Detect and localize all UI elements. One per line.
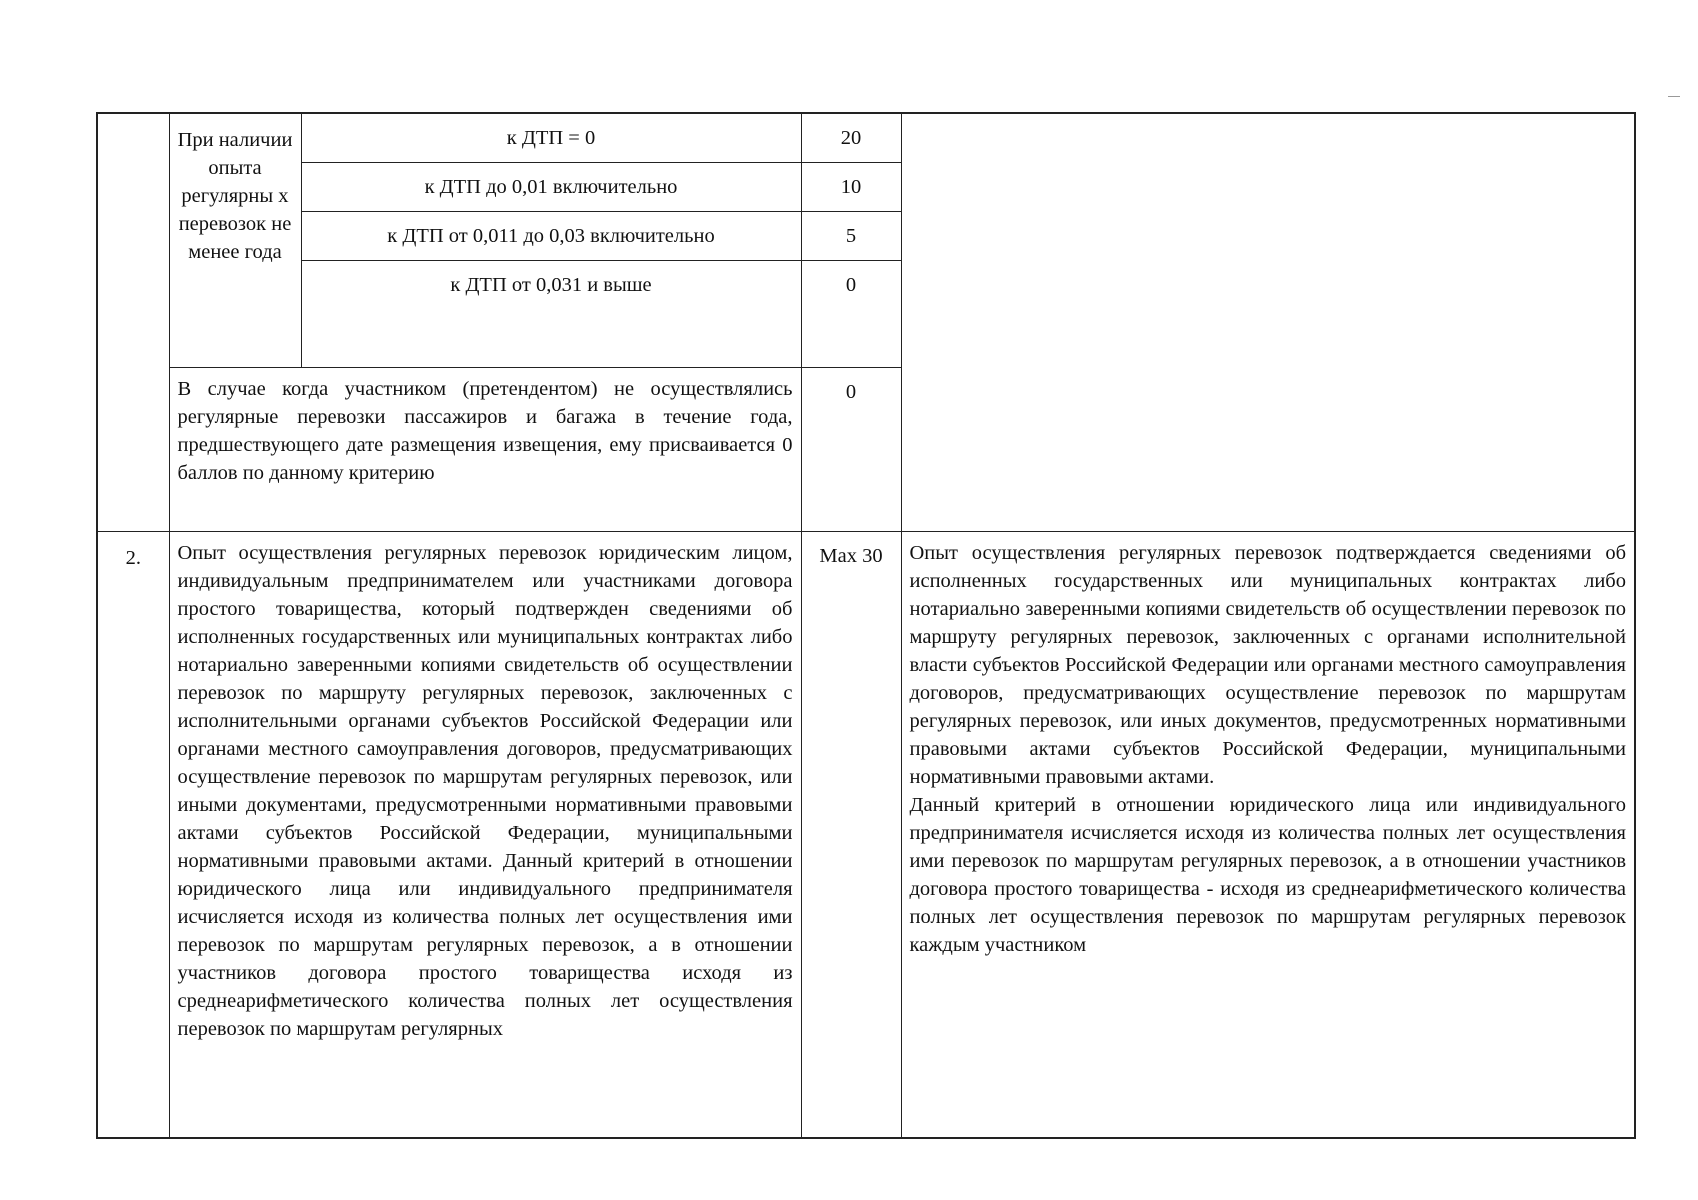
- criterion-label: к ДТП от 0,011 до 0,03 включительно: [301, 211, 801, 260]
- confirmation-cell: [901, 531, 1635, 1138]
- criterion-points: 20: [801, 113, 901, 162]
- criterion-description: Опыт осуществления регулярных перевозок юридическим лицом, индивидуальным предпринимателем или участниками договора простого товарищества, который подтвержден сведениями об исполненных государственных или муниципальных контрактах либо нотариально заверенными копиями свидетельств об осуществлении перевозок по маршруту регулярных перевозок, заключенных с исполнительными органами субъектов Российской Федерации или органами местного самоуправления договоров, предусматривающих осуществление перевозок по маршрутам регулярных перевозок, или иными документами, предусмотренными нормативными правовыми актами субъектов Российской Федерации, муниципальными нормативными правовыми актами. Данный критерий в отношении юридического лица или индивидуального предпринимателя исчисляется исходя из количества полных лет осуществления ими перевозок по маршрутам регулярных перевозок, а в отношении участников договора простого товарищества исходя из среднеарифметического количества полных лет осуществления перевозок по маршрутам регулярных: [169, 531, 801, 1138]
- condition-label: При наличии опыта регулярны х перевозок не менее года: [169, 113, 301, 367]
- scan-mark: [1668, 96, 1680, 97]
- no-experience-points: 0: [801, 367, 901, 531]
- max-points: Max 30: [801, 531, 901, 1138]
- row-number-cell: 2.: [97, 531, 169, 1138]
- criterion-points: 5: [801, 211, 901, 260]
- confirmation-paragraph: Опыт осуществления регулярных перевозок подтверждается сведениями об исполненных государственных или муниципальных контрактах либо нотариально заверенными копиями свидетельств об осуществлении перевозок по маршруту регулярных перевозок, заключенных с органами исполнительной власти субъектов Российской Федерации или органами местного самоуправления договоров, предусматривающих осуществление перевозок по маршрутам регулярных перевозок, или иных документов, предусмотренных нормативными правовыми актами субъектов Российской Федерации, муниципальными нормативными правовыми актами.: [909, 541, 1626, 788]
- confirmation-cell: [901, 113, 1635, 531]
- table-row: [97, 531, 1635, 1138]
- criterion-points: 10: [801, 162, 901, 211]
- criterion-points: 0: [801, 260, 901, 367]
- confirmation-paragraph: Данный критерий в отношении юридического лица или индивидуального предпринимателя исчисляется исходя из количества полных лет осуществления ими перевозок по маршрутам регулярных перевозок, а в отношении участников договора простого товарищества - исходя из среднеарифметического количества полных лет осуществления перевозок по маршрутам регулярных перевозок каждым участником: [909, 793, 1626, 956]
- table-row: [97, 113, 1635, 162]
- criteria-table: [96, 112, 1636, 1139]
- criterion-label: к ДТП до 0,01 включительно: [301, 162, 801, 211]
- row-number-cell: [97, 113, 169, 531]
- no-experience-text: В случае когда участником (претендентом) не осуществлялись регулярные перевозки пассажиров и багажа в течение года, предшествующего дате размещения извещения, ему присваивается 0 баллов по данному критерию: [169, 367, 801, 531]
- criterion-label: к ДТП = 0: [301, 113, 801, 162]
- criterion-label: к ДТП от 0,031 и выше: [301, 260, 801, 367]
